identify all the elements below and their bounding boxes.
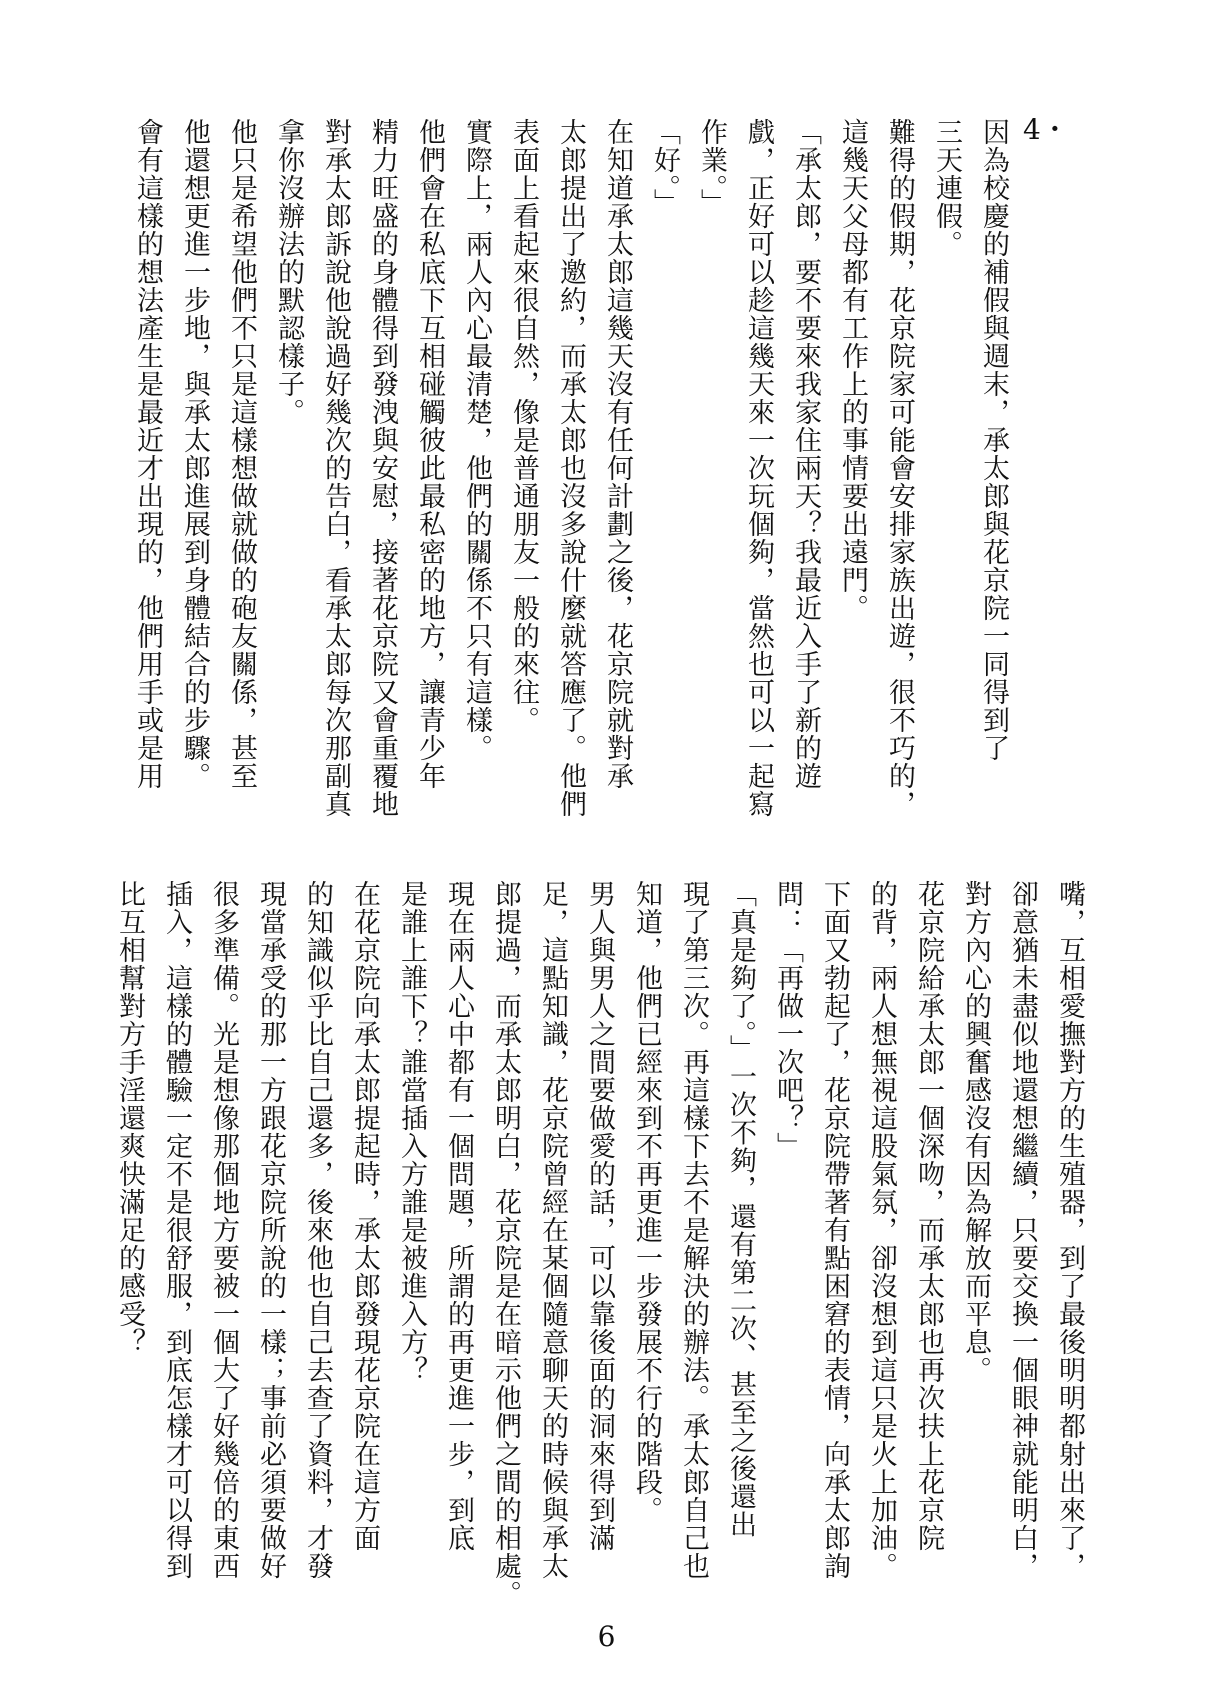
text-column: 男人與男人之間要做愛的話，可以靠後面的洞來得到滿	[584, 880, 615, 1552]
text-column: 現當承受的那一方跟花京院所說的一樣；事前必須要做好	[255, 880, 286, 1580]
text-block-top	[124, 118, 1017, 848]
text-column: 很多準備。光是想像那個地方要被一個大了好幾倍的東西	[208, 880, 239, 1580]
text-column: 表面上看起來很自然，像是普通朋友一般的來往。	[508, 118, 539, 734]
text-column: 拿你沒辦法的默認樣子。	[273, 118, 304, 426]
text-column: 實際上，兩人內心最清楚，他們的關係不只有這樣。	[461, 118, 492, 762]
text-column: 戲，正好可以趁這幾天來一次玩個夠，當然也可以一起寫	[743, 118, 774, 818]
text-block-bottom	[106, 880, 1093, 1608]
text-column: 問：「再做一次吧？」	[772, 880, 803, 1160]
text-column: 的知識似乎比自己還多，後來他也自己去查了資料，才發	[302, 880, 333, 1580]
text-column: 他只是希望他們不只是這樣想做就做的砲友關係，甚至	[226, 118, 257, 790]
text-column: 現了第三次。再這樣下去不是解決的辦法。承太郎自己也	[678, 880, 709, 1580]
text-column: 在知道承太郎這幾天沒有任何計劃之後，花京院就對承	[602, 118, 633, 790]
text-column: 是誰上誰下？誰當插入方誰是被進入方？	[396, 880, 427, 1384]
text-column: 知道，他們已經來到不再更進一步發展不行的階段。	[631, 880, 662, 1524]
page-number: 6	[597, 1620, 616, 1653]
text-column: 太郎提出了邀約，而承太郎也沒多說什麼就答應了。他們	[555, 118, 586, 818]
text-column: 比互相幫對方手淫還爽快滿足的感受？	[114, 880, 145, 1356]
text-column: 花京院給承太郎一個深吻，而承太郎也再次扶上花京院	[913, 880, 944, 1552]
text-column: 三天連假。	[931, 118, 962, 258]
text-column: 會有這樣的想法產生是最近才出現的，他們用手或是用	[132, 118, 163, 790]
text-column: 嘴，互相愛撫對方的生殖器，到了最後明明都射出來了，	[1054, 880, 1085, 1580]
text-column: 「真是夠了。」一次不夠，還有第二次、甚至之後還出	[725, 880, 756, 1539]
text-column: 插入，這樣的體驗一定不是很舒服，到底怎樣才可以得到	[161, 880, 192, 1580]
text-column: 的背，兩人想無視這股氣氛，卻沒想到這只是火上加油。	[866, 880, 897, 1580]
text-column: 作業。」	[696, 118, 727, 217]
text-column: 他還想更進一步地，與承太郎進展到身體結合的步驟。	[179, 118, 210, 790]
text-column: 卻意猶未盡似地還想繼續，只要交換一個眼神就能明白，	[1007, 880, 1038, 1580]
text-column: 郎提過，而承太郎明白，花京院是在暗示他們之間的相處。	[490, 880, 521, 1608]
text-column: 下面又勃起了，花京院帶著有點困窘的表情，向承太郎詢	[819, 880, 850, 1580]
text-column: 這幾天父母都有工作上的事情要出遠門。	[837, 118, 868, 622]
text-column: 對方內心的興奮感沒有因為解放而平息。	[960, 880, 991, 1384]
chapter-heading: 4・	[1023, 113, 1069, 146]
text-column: 在花京院向承太郎提起時，承太郎發現花京院在這方面	[349, 880, 380, 1552]
text-column: 足，這點知識，花京院曾經在某個隨意聊天的時候與承太	[537, 880, 568, 1580]
text-column: 「承太郎，要不要來我家住兩天？我最近入手了新的遊	[790, 118, 821, 790]
text-column: 現在兩人心中都有一個問題，所謂的再更進一步，到底	[443, 880, 474, 1552]
text-column: 因為校慶的補假與週末，承太郎與花京院一同得到了	[978, 118, 1009, 762]
text-column: 「好。」	[649, 118, 680, 217]
text-column: 對承太郎訴說他說過好幾次的告白，看承太郎每次那副真	[320, 118, 351, 818]
text-column: 精力旺盛的身體得到發洩與安慰，接著花京院又會重覆地	[367, 118, 398, 818]
text-column: 難得的假期，花京院家可能會安排家族出遊，很不巧的，	[884, 118, 915, 818]
text-column: 他們會在私底下互相碰觸彼此最私密的地方，讓青少年	[414, 118, 445, 790]
